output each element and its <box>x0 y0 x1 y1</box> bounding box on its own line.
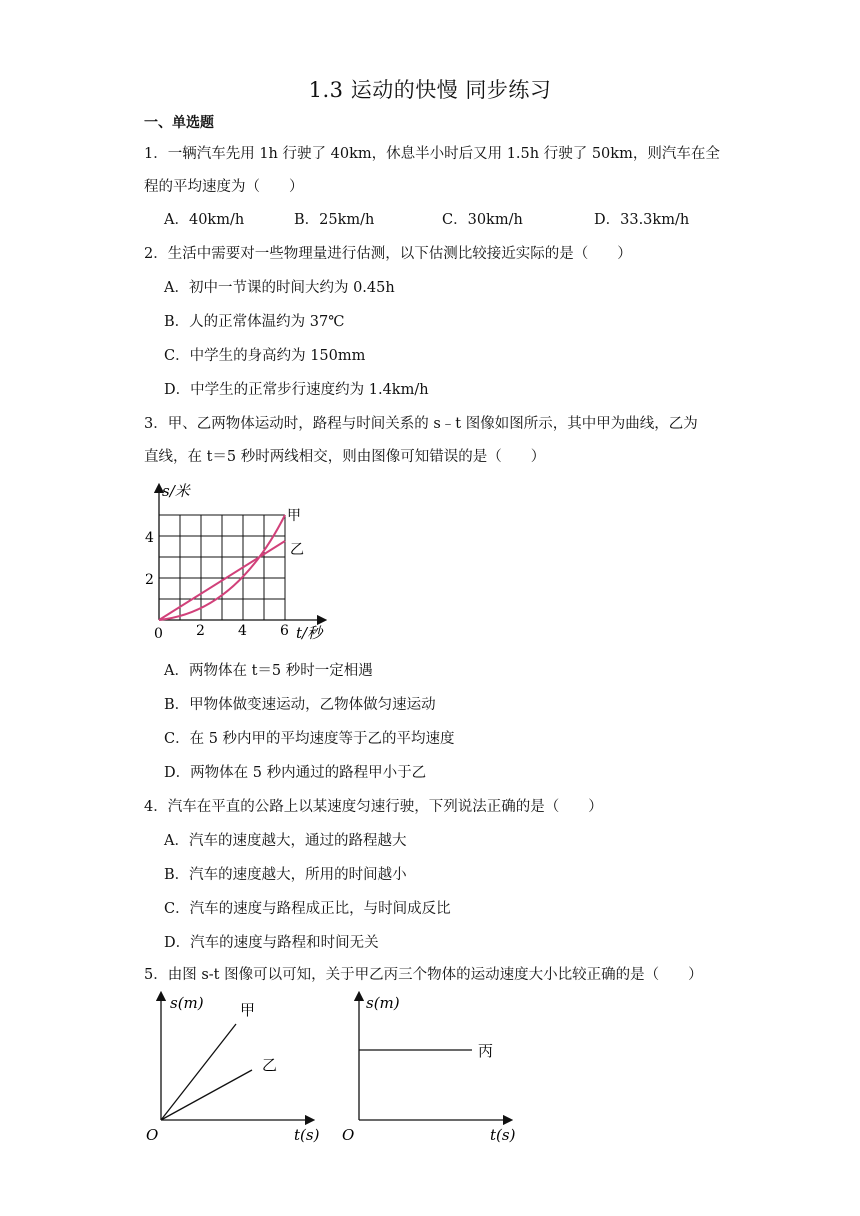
q5l-origin: O <box>146 1126 159 1144</box>
q3-grid <box>159 515 285 620</box>
q5l-line-yi <box>161 1070 252 1120</box>
section-heading: 一、单选题 <box>144 115 214 131</box>
q1-option-a: A．40km/h <box>164 212 245 228</box>
q3-label-jia: 甲 <box>287 508 301 524</box>
q3-ytick-4: 4 <box>145 530 154 546</box>
q1-stem-line1: 1．一辆汽车先用 1h 行驶了 40km，休息半小时后又用 1.5h 行驶了 50km，则汽车在全 <box>144 146 720 162</box>
q3-x-label: t/秒 <box>296 624 323 642</box>
q2-stem-line1: 2．生活中需要对一些物理量进行估测，以下估测比较接近实际的是（ ） <box>144 246 632 262</box>
q3-xtick-6: 6 <box>280 623 289 639</box>
q2-option-a: A．初中一节课的时间大约为 0.45h <box>164 280 395 296</box>
q3-stem-line1: 3．甲、乙两物体运动时，路程与时间关系的 s﹣t 图像如图所示，其中甲为曲线，乙为 <box>144 416 698 432</box>
q1-option-d: D．33.3km/h <box>594 212 690 228</box>
q2-option-c: C．中学生的身高约为 150mm <box>164 348 366 364</box>
q5l-label-jia: 甲 <box>240 1001 256 1019</box>
q3-ytick-2: 2 <box>145 572 154 588</box>
q4-option-b: B．汽车的速度越大，所用的时间越小 <box>164 867 407 883</box>
q5l-label-yi: 乙 <box>262 1056 278 1074</box>
q3-option-c: C．在 5 秒内甲的平均速度等于乙的平均速度 <box>164 731 455 747</box>
q3-label-yi: 乙 <box>290 542 304 558</box>
q2-option-b: B．人的正常体温约为 37℃ <box>164 314 345 330</box>
q5r-y-label: s(m) <box>366 994 400 1012</box>
q5l-line-jia <box>161 1024 236 1120</box>
q4-option-a: A．汽车的速度越大，通过的路程越大 <box>164 833 407 849</box>
q2-option-d: D．中学生的正常步行速度约为 1.4km/h <box>164 382 429 398</box>
q1-option-b: B．25km/h <box>294 212 375 228</box>
q3-xtick-2: 2 <box>196 623 205 639</box>
q4-option-d: D．汽车的速度与路程和时间无关 <box>164 935 379 951</box>
q5-stem-line1: 5．由图 s-t 图像可以可知，关于甲乙丙三个物体的运动速度大小比较正确的是（ ） <box>144 967 703 983</box>
q3-option-a: A．两物体在 t＝5 秒时一定相遇 <box>164 663 373 679</box>
q1-option-c: C．30km/h <box>442 212 523 228</box>
q5r-label-bing: 丙 <box>478 1042 494 1060</box>
q5-graph-right <box>338 990 523 1150</box>
q3-option-d: D．两物体在 5 秒内通过的路程甲小于乙 <box>164 765 427 781</box>
q3-stem-line2: 直线，在 t＝5 秒时两线相交，则由图像可知错误的是（ ） <box>144 449 546 465</box>
q1-stem-line2: 程的平均速度为（ ） <box>144 179 304 195</box>
q3-y-label: s/米 <box>162 482 190 500</box>
q4-option-c: C．汽车的速度与路程成正比，与时间成反比 <box>164 901 451 917</box>
page-title: 1.3 运动的快慢 同步练习 <box>308 78 552 102</box>
q3-xtick-4: 4 <box>238 623 247 639</box>
q5l-x-label: t(s) <box>294 1126 320 1144</box>
q5l-y-label: s(m) <box>170 994 204 1012</box>
q3-xtick-0: 0 <box>154 626 163 642</box>
q5r-x-label: t(s) <box>490 1126 516 1144</box>
q5-graph-left <box>140 990 325 1150</box>
q3-option-b: B．甲物体做变速运动，乙物体做匀速运动 <box>164 697 436 713</box>
q3-st-graph <box>140 478 340 646</box>
q4-stem-line1: 4．汽车在平直的公路上以某速度匀速行驶，下列说法正确的是（ ） <box>144 799 603 815</box>
q5r-origin: O <box>342 1126 355 1144</box>
